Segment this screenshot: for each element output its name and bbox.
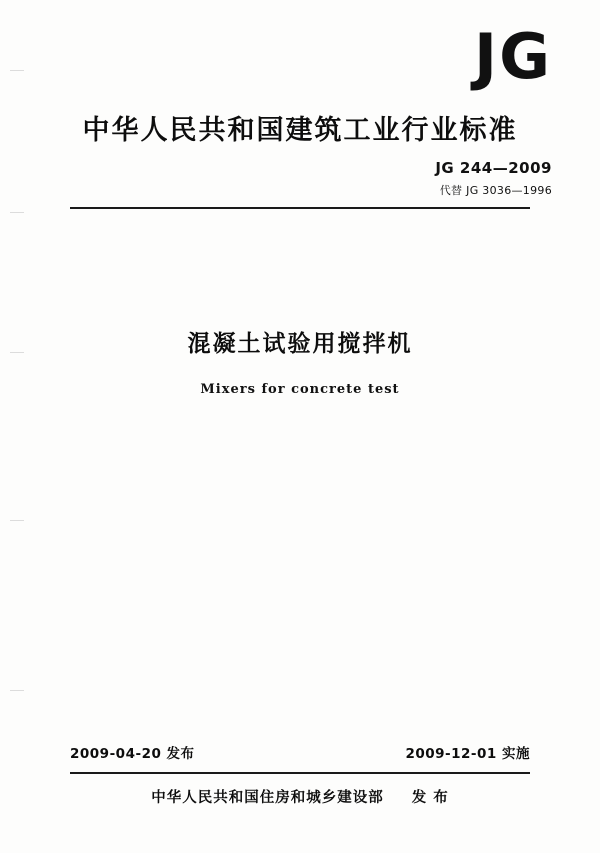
issue-date: 2009-04-20 发布 — [70, 746, 195, 762]
footer-dates — [70, 742, 530, 762]
document-title-english: Mixers for concrete test — [200, 382, 400, 397]
jg-logo-text: JG — [474, 20, 552, 93]
publisher-line — [0, 786, 600, 807]
standard-number: JG 244—2009 — [435, 159, 552, 177]
page-title: 中华人民共和国建筑工业行业标准 — [82, 115, 518, 146]
document-title-chinese: 混凝土试验用搅拌机 — [187, 331, 413, 357]
standard-logo — [474, 20, 552, 93]
publisher-action: 发 布 — [411, 790, 449, 806]
scan-artifact — [10, 212, 24, 213]
scan-artifact — [10, 690, 24, 691]
standard-number-block — [435, 158, 552, 199]
footer-divider — [70, 772, 530, 774]
scan-artifact — [10, 70, 24, 71]
implementation-date: 2009-12-01 实施 — [405, 746, 530, 762]
scan-artifact — [10, 520, 24, 521]
publisher-name: 中华人民共和国住房和城乡建设部 — [151, 790, 384, 806]
header-divider — [70, 207, 530, 209]
standard-replaces: 代替 JG 3036—1996 — [439, 183, 552, 197]
